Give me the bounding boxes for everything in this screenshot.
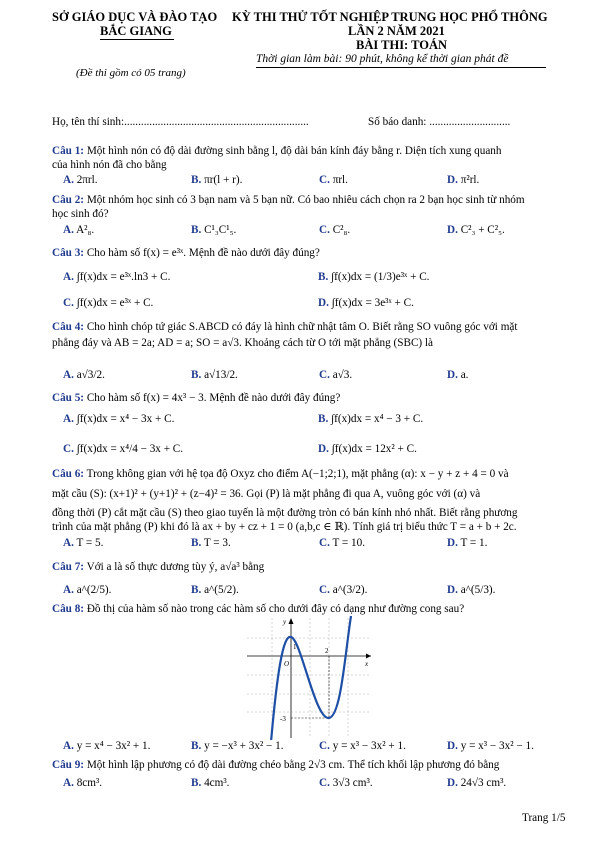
- question-6-cont-1: mặt cầu (S): (x+1)² + (y+1)² + (z−4)² = 36. Gọi (P) là mặt phẳng đi qua A, vuông góc với (α) và: [52, 488, 481, 500]
- province-underline: [100, 39, 174, 40]
- y-label: y: [283, 618, 287, 626]
- x-label: x: [365, 660, 369, 668]
- option-d[interactable]: D. C²₃ + C²₅.: [447, 224, 505, 236]
- option-a[interactable]: A. 2πrl.: [63, 174, 98, 186]
- option-d[interactable]: D. π²rl.: [447, 174, 480, 186]
- options-6: [63, 537, 575, 549]
- question-4: Câu 4: Cho hình chóp tứ giác S.ABCD có đáy là hình chữ nhật tâm O. Biết rằng SO vuông góc với mặt: [52, 321, 518, 333]
- question-7: Câu 7: Với a là số thực dương tùy ý, a√a³ bằng: [52, 561, 265, 573]
- question-2: Câu 2: Một nhóm học sinh có 3 bạn nam và 5 bạn nữ. Có bao nhiêu cách chọn ra 2 bạn học sinh từ nhóm: [52, 194, 525, 206]
- option-b[interactable]: B. πr(l + r).: [191, 174, 243, 186]
- time-underline: [256, 67, 546, 68]
- option-c[interactable]: C. πrl.: [319, 174, 348, 186]
- cubic-graph: [245, 614, 375, 740]
- question-3: Câu 3: Cho hàm số f(x) = e³ˣ. Mệnh đề nào dưới đây đúng?: [52, 247, 320, 259]
- option-d[interactable]: D. a.: [447, 369, 469, 381]
- exam-subject: BÀI THI: TOÁN: [356, 38, 448, 52]
- student-id-field: [368, 115, 510, 129]
- option-c[interactable]: C. a^(3/2).: [319, 584, 368, 596]
- option-d[interactable]: D. ∫f(x)dx = 3e³ˣ + C.: [318, 297, 414, 309]
- y-axis-arrow: [289, 618, 294, 624]
- id-label: Số báo danh:: [368, 116, 427, 128]
- department: SỞ GIÁO DỤC VÀ ĐÀO TẠO: [52, 10, 218, 24]
- options-1: [63, 174, 575, 186]
- option-d[interactable]: D. y = x³ − 3x² − 1.: [447, 740, 534, 752]
- options-8: [63, 740, 575, 752]
- question-1-cont: của hình nón đã cho bằng: [52, 159, 167, 171]
- options-9: [63, 777, 575, 789]
- exam-title: KỲ THI THỬ TỐT NGHIỆP TRUNG HỌC PHỔ THÔNG: [232, 10, 548, 24]
- id-dots: .............................: [429, 116, 511, 128]
- question-5: Câu 5: Cho hàm số f(x) = 4x³ − 3. Mệnh đề nào dưới đây đúng?: [52, 392, 341, 404]
- name-dots: ..................................................................: [124, 116, 309, 128]
- exam-round: LẦN 2 NĂM 2021: [348, 24, 445, 38]
- option-b[interactable]: B. T = 3.: [191, 537, 231, 549]
- name-label: Họ, tên thí sinh:: [52, 116, 125, 128]
- page-number: Trang 1/5: [522, 812, 566, 824]
- question-6-cont-2: đồng thời (P) cắt mặt cầu (S) theo giao tuyến là một đường tròn có bán kính nhỏ nhất. Biết rằng phương: [52, 507, 518, 519]
- province: BẮC GIANG: [100, 24, 172, 38]
- origin-label: O: [284, 660, 290, 668]
- x-axis-arrow: [366, 654, 371, 659]
- tick-1: 1: [293, 643, 297, 651]
- option-a[interactable]: A. A²₈.: [63, 224, 95, 236]
- option-c[interactable]: C. a√3.: [319, 369, 353, 381]
- option-a[interactable]: A. 8cm³.: [63, 777, 103, 789]
- option-a[interactable]: A. ∫f(x)dx = e³ˣ.ln3 + C.: [63, 271, 171, 283]
- option-b[interactable]: B. ∫f(x)dx = x⁴ − 3 + C.: [318, 413, 424, 425]
- tick-minus-3: -3: [280, 715, 286, 723]
- options-7: [63, 584, 575, 596]
- option-c[interactable]: C. C²₈.: [319, 224, 351, 236]
- option-d[interactable]: D. 24√3 cm³.: [447, 777, 507, 789]
- option-c[interactable]: C. ∫f(x)dx = x⁴/4 − 3x + C.: [63, 443, 184, 455]
- question-9: Câu 9: Một hình lập phương có độ dài đường chéo bằng 2√3 cm. Thể tích khối lập phương đó bằng: [52, 759, 500, 771]
- option-c[interactable]: C. y = x³ − 3x² + 1.: [319, 740, 406, 752]
- option-a[interactable]: A. y = x⁴ − 3x² + 1.: [63, 740, 151, 752]
- option-a[interactable]: A. a^(2/5).: [63, 584, 112, 596]
- options-4: [63, 369, 575, 381]
- tick-2: 2: [325, 647, 329, 655]
- option-a[interactable]: A. a√3/2.: [63, 369, 105, 381]
- exam-time: Thời gian làm bài: 90 phút, không kể thời gian phát đề: [256, 53, 509, 65]
- option-c[interactable]: C. 3√3 cm³.: [319, 777, 373, 789]
- question-2-cont: học sinh đó?: [52, 208, 109, 220]
- option-d[interactable]: D. ∫f(x)dx = 12x² + C.: [318, 443, 417, 455]
- option-b[interactable]: B. a√13/2.: [191, 369, 238, 381]
- question-8: Câu 8: Đồ thị của hàm số nào trong các hàm số cho dưới đây có dạng như đường cong sau?: [52, 603, 465, 615]
- option-b[interactable]: B. 4cm³.: [191, 777, 230, 789]
- student-name-field: [52, 115, 309, 129]
- option-a[interactable]: A. ∫f(x)dx = x⁴ − 3x + C.: [63, 413, 175, 425]
- option-a[interactable]: A. T = 5.: [63, 537, 104, 549]
- option-d[interactable]: D. a^(5/3).: [447, 584, 496, 596]
- question-6: Câu 6: Trong không gian với hệ tọa độ Oxyz cho điểm A(−1;2;1), mặt phẳng (α): x − y + z + 4 = 0 và: [52, 468, 509, 480]
- question-4-cont: phẳng đáy và AB = 2a; AD = a; SO = a√3. Khoảng cách từ O tới mặt phẳng (SBC) là: [52, 337, 434, 349]
- option-d[interactable]: D. T = 1.: [447, 537, 488, 549]
- option-b[interactable]: B. C¹₃C¹₅.: [191, 224, 237, 236]
- option-c[interactable]: C. T = 10.: [319, 537, 366, 549]
- option-b[interactable]: B. ∫f(x)dx = (1/3)e³ˣ + C.: [318, 271, 430, 283]
- question-1: Câu 1: Một hình nón có độ dài đường sinh bằng l, độ dài bán kính đáy bằng r. Diện tích xung quanh: [52, 145, 502, 157]
- option-b[interactable]: B. a^(5/2).: [191, 584, 239, 596]
- option-b[interactable]: B. y = −x³ + 3x² − 1.: [191, 740, 284, 752]
- options-2: [63, 224, 575, 236]
- page-count-note: (Đề thi gồm có 05 trang): [76, 67, 186, 79]
- question-6-cont-3: trình của mặt phẳng (P) khi đó là ax + by + cz + 1 = 0 (a,b,c ∈ ℝ). Tính giá trị biểu thức T = a + b + 2c.: [52, 521, 517, 533]
- option-c[interactable]: C. ∫f(x)dx = e³ˣ + C.: [63, 297, 154, 309]
